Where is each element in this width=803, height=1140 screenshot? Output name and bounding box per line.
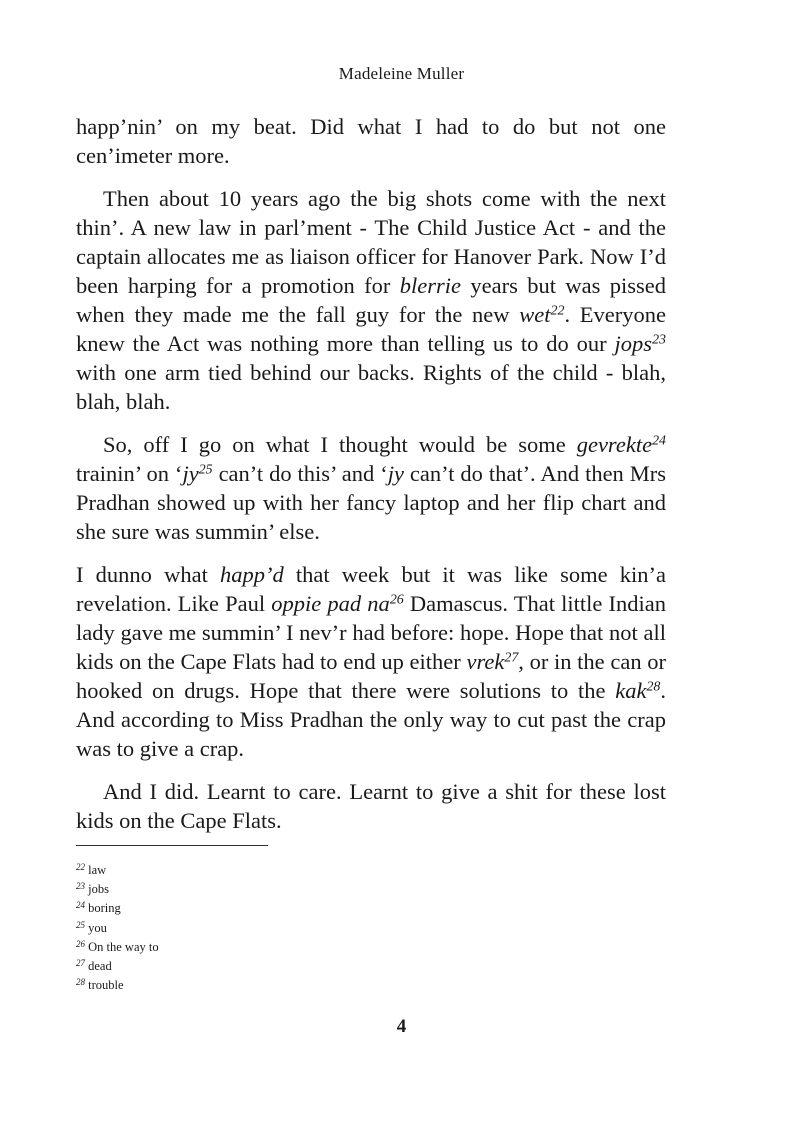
footnote-number: 24 xyxy=(76,900,85,911)
footnote xyxy=(76,957,159,976)
footnote-number: 28 xyxy=(76,977,85,988)
footnote-text: trouble xyxy=(88,978,124,993)
text-run: Damascus. That little Indian lady gave me summin’ I nev’r had before: hope. Hope that not all kids on the Cape Flats had to end up either xyxy=(76,591,666,674)
footnote xyxy=(76,919,159,938)
running-header-author: Madeleine Muller xyxy=(338,64,465,83)
footnote xyxy=(76,976,159,995)
text-run: happ’nin’ on my beat. Did what I had to do but not one cen’imeter more. xyxy=(76,114,666,168)
footnote-list xyxy=(76,861,159,995)
text-run: I dunno what xyxy=(76,562,220,587)
footnote-text: dead xyxy=(88,959,112,974)
footnote-text: boring xyxy=(88,901,121,916)
footnote-ref: 27 xyxy=(504,650,519,666)
italic-term: kak xyxy=(615,678,647,703)
footnote xyxy=(76,861,159,880)
italic-term: gevrekte xyxy=(576,432,653,457)
italic-term: jy xyxy=(182,461,199,486)
footnote-text: you xyxy=(88,920,107,935)
footnote-ref: 25 xyxy=(198,462,213,478)
text-run: . And according to Miss Pradhan the only way to cut past the crap was to give a crap. xyxy=(76,678,666,761)
text-run: that week but it was like some kin’a revelation. Like Paul xyxy=(76,562,666,616)
text-run: with one arm tied behind our backs. Rights of the child - blah, blah, blah. xyxy=(76,360,666,414)
footnote xyxy=(76,880,159,899)
text-run: can’t do that’. And then Mrs Pradhan showed up with her fancy laptop and her flip chart and she sure was summin’ else. xyxy=(76,461,667,544)
footnote-ref: 22 xyxy=(550,303,565,319)
italic-term: wet xyxy=(519,302,551,327)
paragraph xyxy=(76,560,666,763)
paragraph xyxy=(76,112,666,170)
paragraph xyxy=(76,777,666,835)
italic-term: oppie pad na xyxy=(271,591,390,616)
italic-term: vrek xyxy=(466,649,505,674)
text-run: , or in the can or hooked on drugs. Hope that there were solutions to the xyxy=(76,649,666,703)
text-run: So, off I go on what I thought would be some xyxy=(103,432,577,457)
italic-term: blerrie xyxy=(399,273,461,298)
paragraph xyxy=(76,184,666,416)
footnote xyxy=(76,899,159,918)
footnote-ref: 23 xyxy=(652,332,666,348)
text-run: years but was pissed when they made me the fall guy for the new xyxy=(76,273,666,327)
footnote-ref: 28 xyxy=(646,679,661,695)
text-run: . Everyone knew the Act was nothing more than telling us to do our xyxy=(76,302,666,356)
footnote-text: jobs xyxy=(88,882,109,897)
footnote-number: 27 xyxy=(76,957,85,968)
text-run: trainin’ on ‘ xyxy=(76,461,183,486)
footnote-number: 26 xyxy=(76,938,85,949)
italic-term: happ’d xyxy=(219,562,284,587)
footnote-text: On the way to xyxy=(88,939,159,954)
footnote-ref: 24 xyxy=(652,433,666,449)
footnote-text: law xyxy=(88,863,107,877)
text-run: Then about 10 years ago the big shots come with the next thin’. A new law in parl’ment - The Child Justice Act - and the captain allocates me as liaison officer for Hanover Park. Now I’d been harping for a promotion for xyxy=(76,186,666,298)
page-number: 4 xyxy=(396,1016,407,1037)
text-run: And I did. Learnt to care. Learnt to give a shit for these lost kids on the Cape Flats. xyxy=(76,779,666,833)
footnote-number: 25 xyxy=(76,919,85,930)
footnote xyxy=(76,938,159,957)
footnote-divider xyxy=(76,845,268,846)
text-run: can’t do this’ and ‘ xyxy=(212,461,388,486)
footnote-number: 23 xyxy=(76,881,85,892)
italic-term: jops xyxy=(614,331,653,356)
italic-term: jy xyxy=(387,461,404,486)
footnote-ref: 26 xyxy=(389,592,404,608)
body-text xyxy=(76,112,666,849)
paragraph xyxy=(76,430,666,546)
footnote-number: 22 xyxy=(76,861,85,872)
